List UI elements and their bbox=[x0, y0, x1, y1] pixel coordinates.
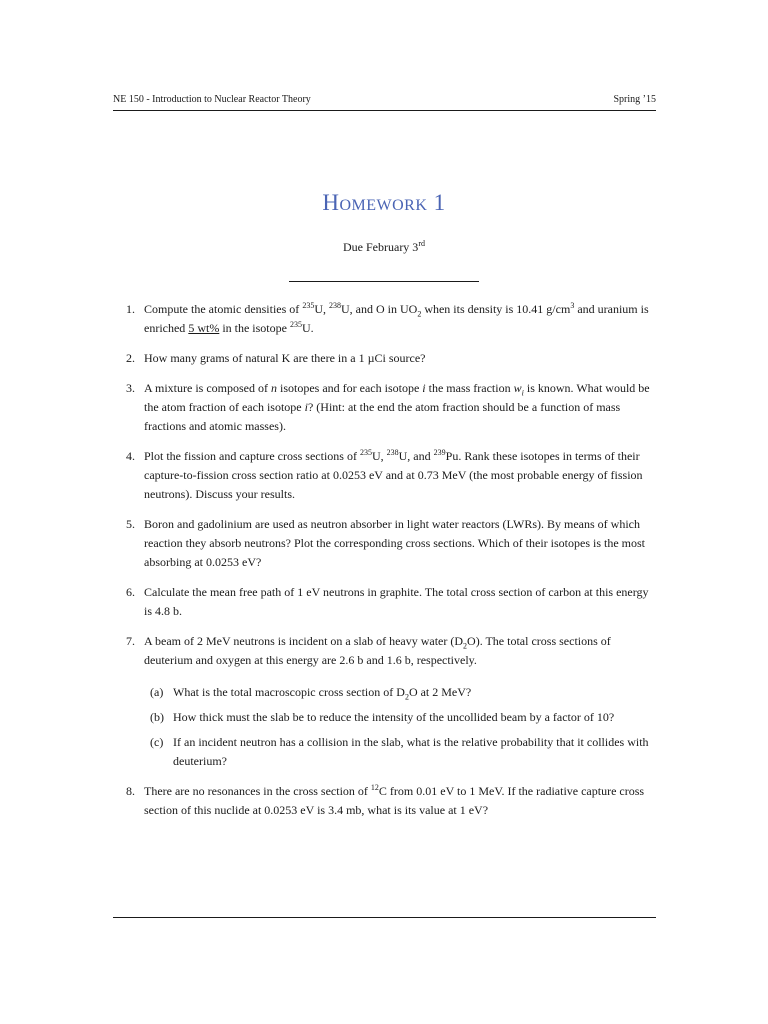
problem-5 bbox=[113, 515, 658, 572]
subquestion-b bbox=[144, 708, 658, 727]
page-header bbox=[113, 93, 656, 111]
problem-list bbox=[113, 300, 658, 831]
subquestion-letter: (b) bbox=[150, 710, 164, 724]
enrichment-value: 5 wt% bbox=[188, 321, 220, 335]
title-divider bbox=[289, 281, 479, 282]
subquestion-letter: (a) bbox=[150, 685, 164, 699]
problem-text: There are no resonances in the cross section of $^{12}$C from 0.01 eV to 1 MeV. If the radiative capture cross section of this nuclide at 0.0253 eV is 3.4 mb, what is its value at 1 eV? bbox=[144, 783, 645, 817]
course-title: NE 150 - Introduction to Nuclear Reactor Theory bbox=[113, 94, 311, 105]
problem-1 bbox=[113, 300, 658, 338]
problem-text: Boron and gadolinium are used as neutron absorber in light water reactors (LWRs). By means of which reaction they absorb neutrons? Plot the corresponding cross sections. Which of their isotopes is the most absorbing at 0.0253 eV? bbox=[144, 517, 646, 569]
problem-number: 7. bbox=[126, 634, 135, 648]
subquestion-a bbox=[144, 683, 658, 702]
due-date bbox=[0, 240, 768, 255]
problem-text: How many grams of natural K are there in a 1 µCi source? bbox=[144, 351, 426, 365]
problem-7 bbox=[113, 632, 658, 771]
problem-number: 6. bbox=[126, 585, 135, 599]
subquestion-list bbox=[144, 683, 658, 771]
problem-number: 5. bbox=[126, 517, 135, 531]
problem-text: A mixture is composed of n isotopes and for each isotope i the mass fraction $w_i$ is known. What would be the atom fraction of each isotope i? (Hint: at the end the atom fraction should be a function of mass fractions and atomic masses). bbox=[144, 381, 650, 433]
problem-8 bbox=[113, 782, 658, 820]
subquestion-text: How thick must the slab be to reduce the intensity of the uncollided beam by a factor of 10? bbox=[173, 710, 615, 724]
problem-text: Compute the atomic densities of $^{235}$U, $^{238}$U, and O in $UO_2$ when its density is 10.41 $g/cm^3$ and uranium is enriched 5 wt% in the isotope $^{235}$U. bbox=[144, 301, 649, 335]
problem-number: 1. bbox=[126, 302, 135, 316]
problem-number: 3. bbox=[126, 381, 135, 395]
subquestion-c bbox=[144, 733, 658, 771]
header-divider bbox=[113, 110, 656, 111]
problem-6 bbox=[113, 583, 658, 621]
problem-text: Plot the fission and capture cross sections of $^{235}$U, $^{238}$U, and $^{239}$Pu. Rank these isotopes in terms of their capture-to-fission cross section ratio at 0.0253 eV and at 0.73 MeV (the most probable energy of fission neutrons). Discuss your results. bbox=[144, 448, 643, 501]
problem-3 bbox=[113, 379, 658, 436]
term-label: Spring ’15 bbox=[613, 94, 656, 105]
problem-4 bbox=[113, 447, 658, 504]
page-title: Homework 1 bbox=[322, 190, 446, 215]
due-date-text: Due February 3 bbox=[343, 240, 419, 254]
problem-number: 8. bbox=[126, 784, 135, 798]
due-date-suffix: rd bbox=[418, 239, 425, 248]
footer-divider bbox=[113, 917, 656, 918]
subquestion-letter: (c) bbox=[150, 735, 164, 749]
subquestion-text: What is the total macroscopic cross section of $D_2O$ at 2 MeV? bbox=[173, 685, 472, 702]
problem-number: 4. bbox=[126, 449, 135, 463]
subquestion-text: If an incident neutron has a collision in the slab, what is the relative probability that it collides with deuterium? bbox=[173, 735, 649, 768]
problem-text: A beam of 2 MeV neutrons is incident on a slab of heavy water $(D_2O)$. The total cross sections of deuterium and oxygen at this energy are 2.6 b and 1.6 b, respectively. bbox=[144, 634, 611, 667]
problem-text: Calculate the mean free path of 1 eV neutrons in graphite. The total cross section of carbon at this energy is 4.8 b. bbox=[144, 585, 649, 618]
problem-2 bbox=[113, 349, 658, 368]
problem-number: 2. bbox=[126, 351, 135, 365]
